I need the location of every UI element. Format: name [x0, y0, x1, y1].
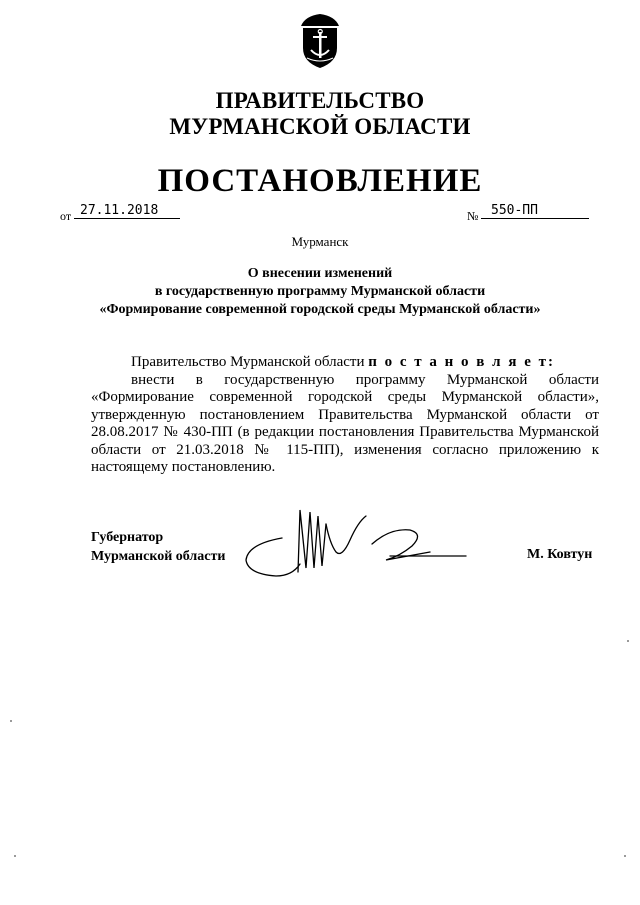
scan-speck	[10, 720, 12, 722]
subject-line1: О внесении изменений	[247, 266, 393, 281]
body-intro: Правительство Мурманской области	[131, 354, 365, 370]
decree-word: п о с т а н о в л я е т:	[368, 354, 555, 370]
body-paragraph: внести в государственную программу Мурманской области «Формирование современной городской среды Мурманской области», утвержденную постановлением Правительства Мурманской области от 28.08.2017 № 430-ПП (в редакции постановления Правительства Мурманской области от 21.03.2018 № 115-ПП), изменения согласно приложению к настоящему постановлению.	[91, 371, 599, 475]
date-label: от	[60, 209, 72, 223]
body-intro-paragraph	[91, 354, 599, 372]
subject-line3: «Формирование современной городской среды Мурманской области»	[99, 302, 541, 317]
subject-line2: в государственную программу Мурманской области	[154, 284, 486, 299]
document-number: 550-ПП	[481, 203, 589, 219]
scan-speck	[624, 855, 626, 857]
scan-speck	[14, 855, 16, 857]
document-type: ПОСТАНОВЛЕНИЕ	[157, 163, 483, 199]
handwritten-signature	[240, 500, 470, 590]
signatory-position-line1: Губернатор	[91, 530, 164, 545]
organization-title	[0, 88, 640, 140]
coat-of-arms-icon	[295, 12, 345, 70]
document-subject	[40, 265, 600, 319]
number-label: №	[467, 209, 479, 223]
document-body	[91, 354, 599, 477]
org-title-line1: ПРАВИТЕЛЬСТВО	[215, 88, 425, 113]
signatory-name: М. Ковтун	[527, 547, 593, 562]
scan-speck	[627, 640, 629, 642]
signatory-position-line2: Мурманской области	[91, 549, 226, 564]
signatory-position	[91, 528, 225, 566]
org-title-line2: МУРМАНСКОЙ ОБЛАСТИ	[169, 114, 471, 139]
city: Мурманск	[291, 234, 349, 249]
document-date: 27.11.2018	[74, 203, 180, 219]
